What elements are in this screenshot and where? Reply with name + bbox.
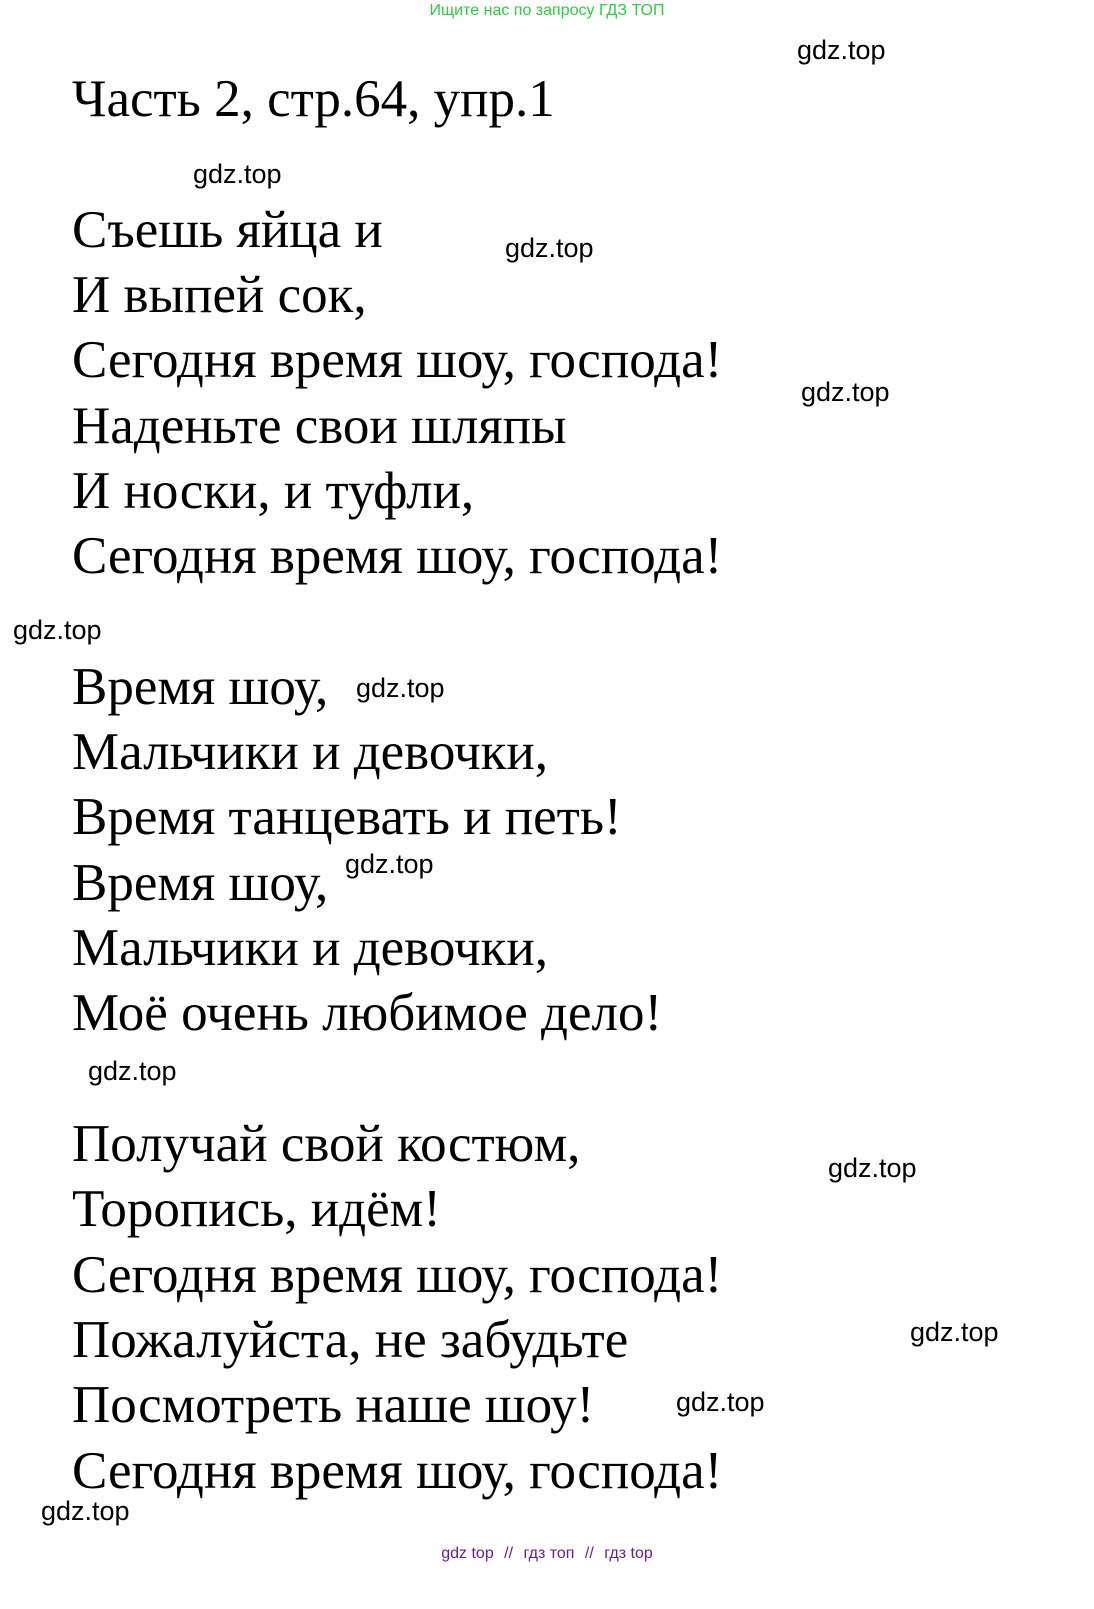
footer-link-gdz-top[interactable]: gdz top (441, 1545, 494, 1562)
poem-line: Посмотреть наше шоу! (72, 1376, 595, 1434)
poem-line: Моё очень любимое дело! (72, 984, 663, 1042)
watermark: gdz.top (193, 159, 282, 189)
watermark: gdz.top (345, 849, 434, 879)
poem-line: Мальчики и девочки, (72, 919, 548, 977)
watermark: gdz.top (13, 615, 102, 645)
poem-line: Время шоу, (72, 658, 329, 716)
watermark: gdz.top (828, 1153, 917, 1183)
footer-separator: // (504, 1545, 514, 1562)
poem-line: И носки, и туфли, (72, 462, 475, 520)
poem-line: Сегодня время шоу, господа! (72, 1246, 723, 1304)
footer-link-gdz-top-ru[interactable]: гдз топ (523, 1545, 575, 1562)
watermark: gdz.top (356, 673, 445, 703)
watermark: gdz.top (797, 35, 886, 65)
poem-line: Сегодня время шоу, господа! (72, 527, 723, 585)
watermark: gdz.top (676, 1387, 765, 1417)
watermark: gdz.top (910, 1317, 999, 1347)
footer-separator: // (584, 1545, 594, 1562)
watermark: gdz.top (88, 1056, 177, 1086)
watermark: gdz.top (505, 233, 594, 263)
footer-link-gdz-top-mixed[interactable]: гдз top (604, 1545, 653, 1562)
poem-line: Время шоу, (72, 854, 329, 912)
poem-line: Съешь яйца и (72, 201, 383, 259)
poem-line: Сегодня время шоу, господа! (72, 331, 723, 389)
footer (0, 1543, 1094, 1565)
watermark: gdz.top (801, 377, 890, 407)
poem-line: Наденьте свои шляпы (72, 397, 567, 455)
poem-line: Торопись, идём! (72, 1180, 441, 1238)
page-title: Часть 2, стр.64, упр.1 (72, 70, 555, 128)
top-banner: Ищите нас по запросу ГДЗ ТОП (429, 2, 665, 19)
watermark: gdz.top (41, 1496, 130, 1526)
poem-line: Пожалуйста, не забудьте (72, 1311, 629, 1369)
poem-line: Мальчики и девочки, (72, 723, 548, 781)
poem-line: И выпей сок, (72, 266, 367, 324)
poem-line: Время танцевать и петь! (72, 788, 622, 846)
poem-line: Получай свой костюм, (72, 1115, 581, 1173)
poem-line: Сегодня время шоу, господа! (72, 1442, 723, 1500)
